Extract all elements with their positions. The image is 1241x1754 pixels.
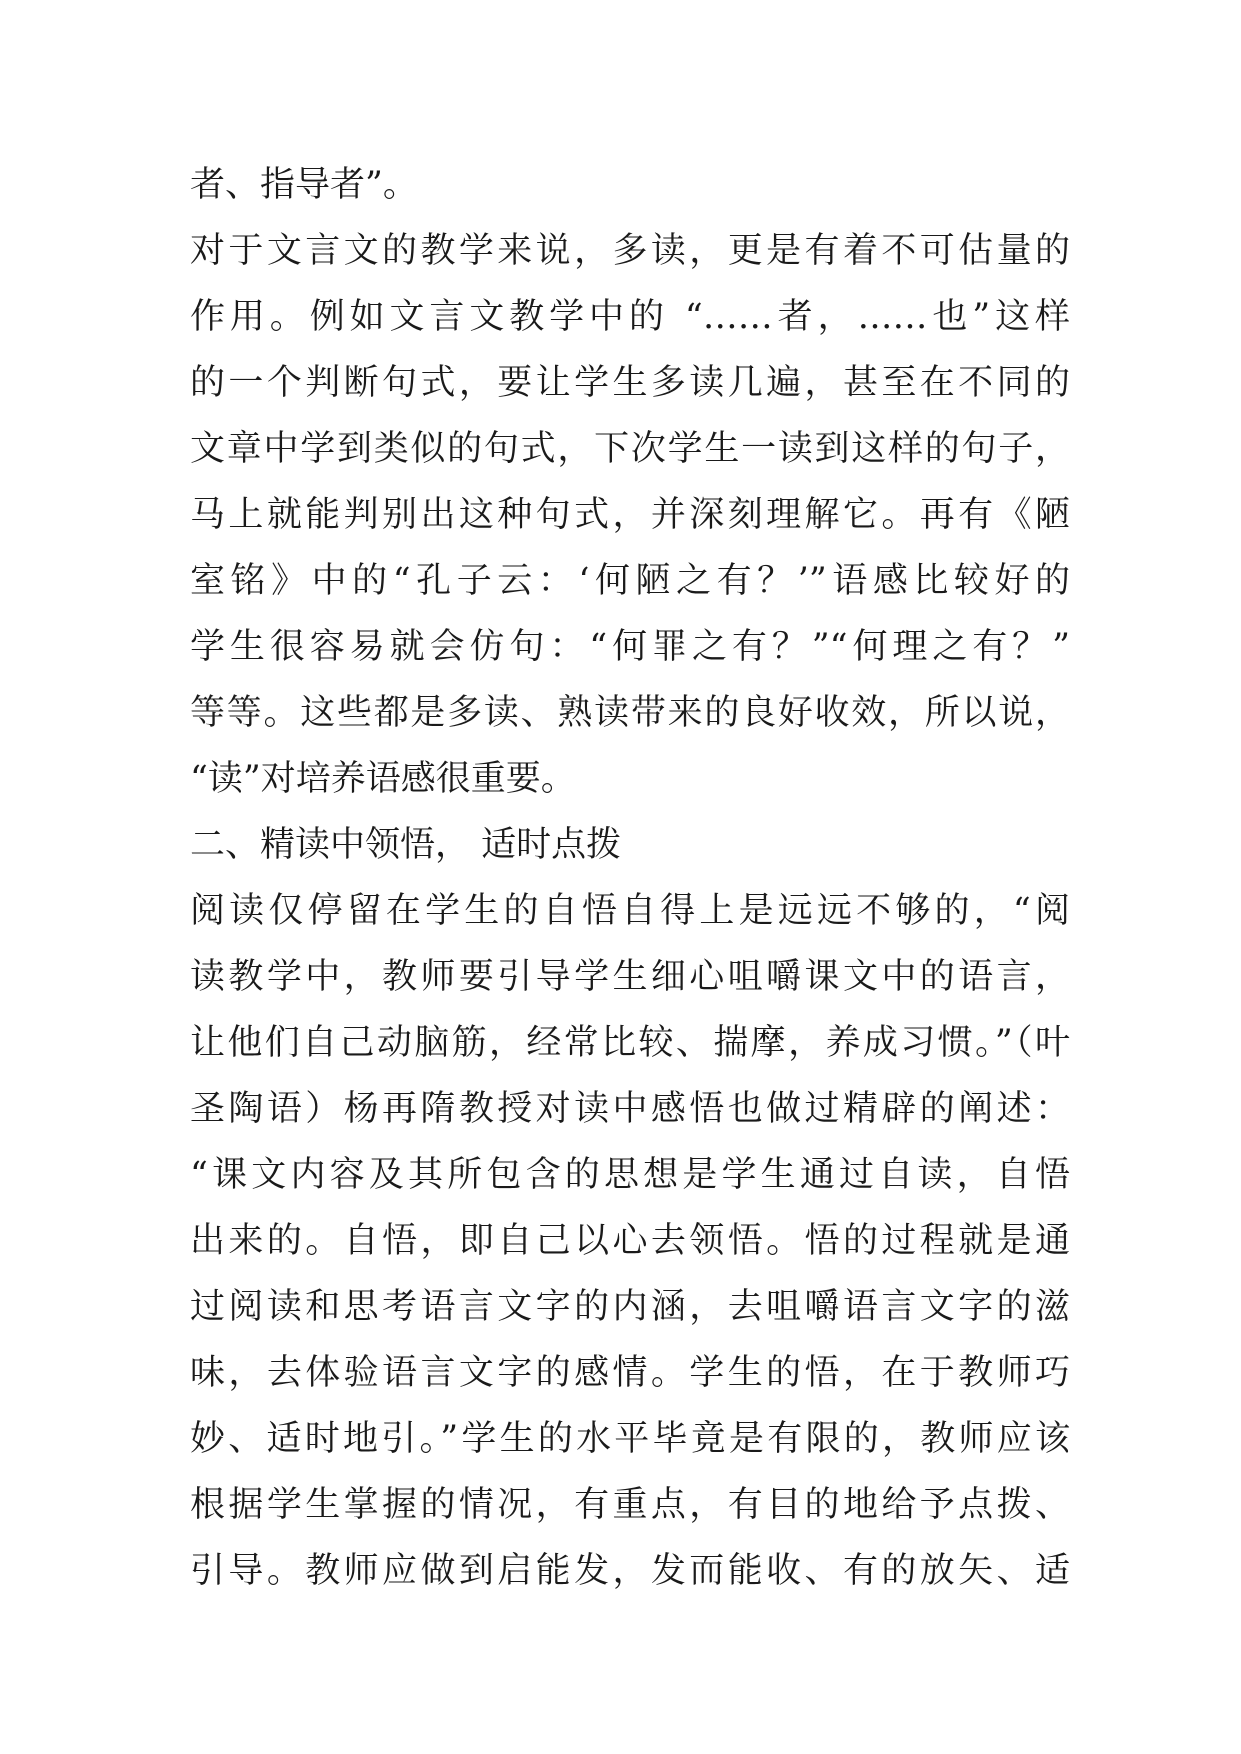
text-line: 等等。这些都是多读、熟读带来的良好收效，所以说， xyxy=(190,693,1070,733)
text-line: 者、指导者”。 xyxy=(190,165,418,205)
text-line: 妙、适时地引。”学生的水平毕竟是有限的，教师应该 xyxy=(190,1419,1070,1459)
text-line: 的一个判断句式，要让学生多读几遍，甚至在不同的 xyxy=(190,363,1070,403)
text-line: 阅读仅停留在学生的自悟自得上是远远不够的，“阅 xyxy=(190,891,1070,931)
text-line: 读教学中，教师要引导学生细心咀嚼课文中的语言， xyxy=(190,957,1070,997)
body-text xyxy=(190,152,1070,1604)
text-line: 室铭》中的“孔子云：‘何陋之有？’”语感比较好的 xyxy=(190,561,1070,601)
section-heading: 二、精读中领悟， 适时点拨 xyxy=(190,825,622,865)
text-line: 出来的。自悟，即自己以心去领悟。悟的过程就是通 xyxy=(190,1221,1070,1261)
text-line: 让他们自己动脑筋，经常比较、揣摩，养成习惯。”（叶 xyxy=(190,1023,1070,1063)
text-line: 文章中学到类似的句式，下次学生一读到这样的句子， xyxy=(190,429,1070,469)
text-line: 作用。例如文言文教学中的 “……者，……也”这样 xyxy=(190,297,1070,337)
text-line: 对于文言文的教学来说，多读，更是有着不可估量的 xyxy=(190,231,1070,271)
text-line: 引导。教师应做到启能发，发而能收、有的放矢、适 xyxy=(190,1551,1070,1591)
text-line: 学生很容易就会仿句：“何罪之有？”“何理之有？” xyxy=(190,627,1070,667)
text-line: 圣陶语）杨再隋教授对读中感悟也做过精辟的阐述： xyxy=(190,1089,1070,1129)
text-line: “读”对培养语感很重要。 xyxy=(190,759,576,799)
text-line: 根据学生掌握的情况，有重点，有目的地给予点拨、 xyxy=(190,1485,1070,1525)
text-line: 过阅读和思考语言文字的内涵，去咀嚼语言文字的滋 xyxy=(190,1287,1070,1327)
text-line: 味，去体验语言文字的感情。学生的悟，在于教师巧 xyxy=(190,1353,1070,1393)
text-line: 马上就能判别出这种句式，并深刻理解它。再有《陋 xyxy=(190,495,1070,535)
text-line: “课文内容及其所包含的思想是学生通过自读，自悟 xyxy=(190,1155,1070,1195)
